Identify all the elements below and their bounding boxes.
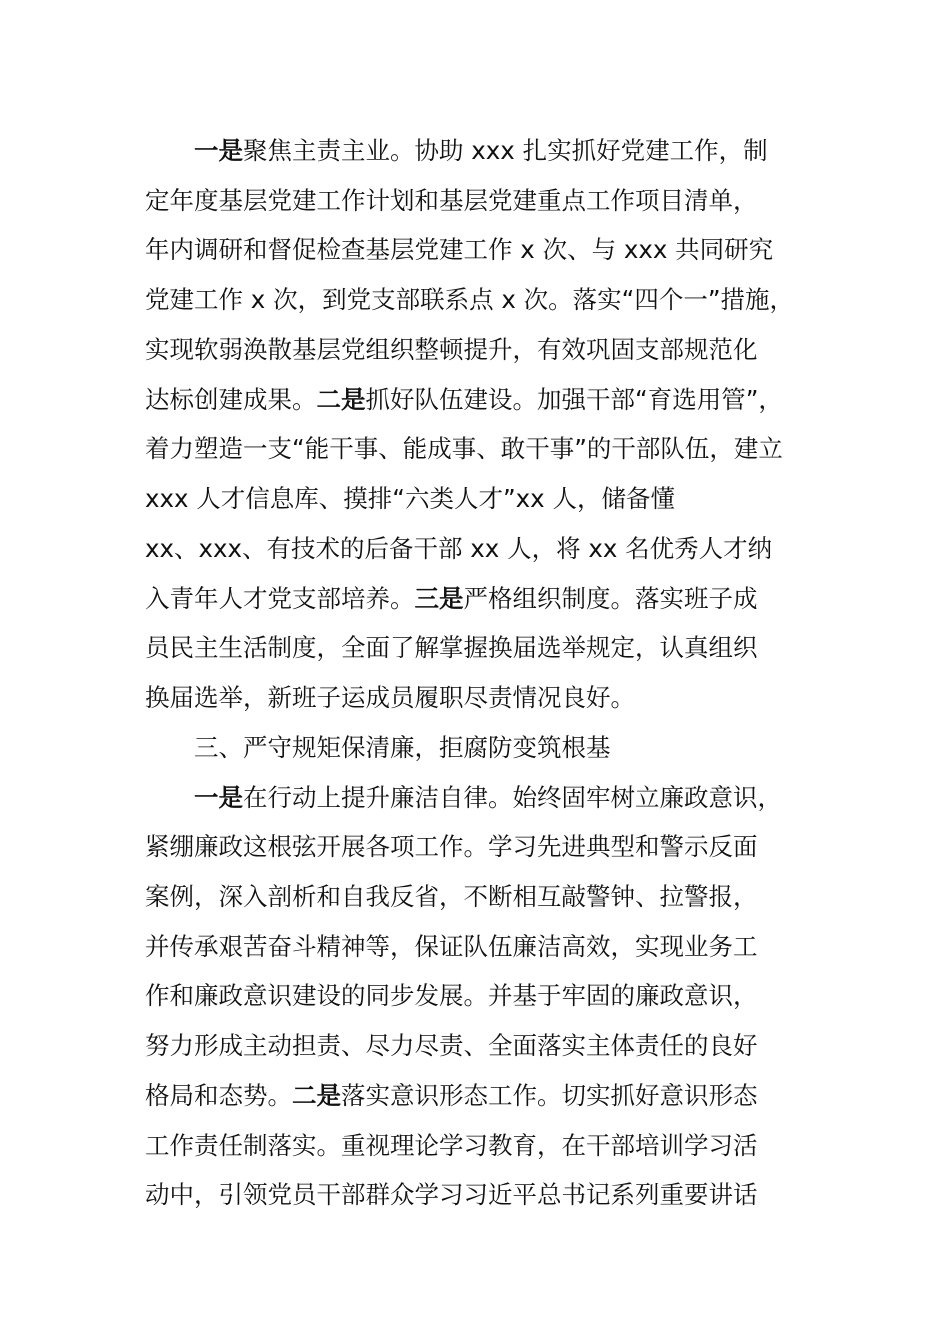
text-segment: 达标创建成果。 <box>145 385 317 414</box>
text-segment: xx、xxx、有技术的后备干部 xx 人，将 xx 名优秀人才纳 <box>145 534 773 563</box>
text-segment: 动中，引领党员干部群众学习习近平总书记系列重要讲话 <box>145 1180 758 1209</box>
section-heading <box>194 726 874 770</box>
text-segment: 入青年人才党支部培养。 <box>145 584 415 613</box>
text-line <box>145 825 825 869</box>
text-line <box>194 776 874 820</box>
text-segment: 定年度基层党建工作计划和基层党建重点工作项目清单， <box>145 186 758 215</box>
text-segment: 落实意识形态工作。切实抓好意识形态 <box>341 1081 758 1110</box>
text-line <box>145 328 825 372</box>
text-line <box>145 925 825 969</box>
text-line <box>145 278 825 322</box>
text-line <box>145 179 825 223</box>
text-segment: 案例，深入剖析和自我反省，不断相互敲警钟、拉警报， <box>145 882 758 911</box>
bold-lead: 二是 <box>292 1081 341 1110</box>
text-segment: 实现软弱涣散基层党组织整顿提升，有效巩固支部规范化 <box>145 335 758 364</box>
text-line <box>145 974 825 1018</box>
text-line <box>145 676 825 720</box>
text-line <box>145 477 825 521</box>
text-line <box>145 626 825 670</box>
text-segment: xxx 人才信息库、摸排“六类人才”xx 人，储备懂 <box>145 484 675 513</box>
text-line <box>145 527 825 571</box>
text-line <box>145 875 825 919</box>
bold-lead: 三是 <box>414 584 464 613</box>
bold-lead: 二是 <box>316 385 366 414</box>
text-segment: 严格组织制度。落实班子成 <box>463 584 758 613</box>
text-line <box>145 1173 825 1217</box>
text-segment: 努力形成主动担责、尽力尽责、全面落实主体责任的良好 <box>145 1031 758 1060</box>
text-segment: 工作责任制落实。重视理论学习教育，在干部培训学习活 <box>145 1131 758 1160</box>
text-segment: 格局和态势。 <box>145 1081 292 1110</box>
text-line <box>145 1024 825 1068</box>
text-segment: 换届选举，新班子运成员履职尽责情况良好。 <box>145 683 635 712</box>
text-segment: 着力塑造一支“能干事、能成事、敢干事”的干部队伍，建立 <box>145 434 783 463</box>
text-segment: 抓好队伍建设。加强干部“育选用管”， <box>365 385 783 414</box>
text-segment: 并传承艰苦奋斗精神等，保证队伍廉洁高效，实现业务工 <box>145 932 758 961</box>
text-segment: 党建工作 x 次，到党支部联系点 x 次。落实“四个一”措施， <box>145 285 795 314</box>
text-line <box>145 1074 825 1118</box>
text-segment: 聚焦主责主业。协助 xxx 扎实抓好党建工作，制 <box>243 136 768 165</box>
text-line <box>145 427 825 471</box>
bold-lead: 一是 <box>194 783 243 812</box>
text-line <box>145 577 825 621</box>
text-segment: 员民主生活制度，全面了解掌握换届选举规定，认真组织 <box>145 633 758 662</box>
text-line <box>194 129 874 173</box>
bold-lead: 一是 <box>194 136 243 165</box>
text-segment: 年内调研和督促检查基层党建工作 x 次、与 xxx 共同研究 <box>145 235 774 264</box>
text-line <box>145 378 825 422</box>
text-line <box>145 1124 825 1168</box>
text-line <box>145 228 825 272</box>
text-segment: 紧绷廉政这根弦开展各项工作。学习先进典型和警示反面 <box>145 832 758 861</box>
text-segment: 在行动上提升廉洁自律。始终固牢树立廉政意识， <box>243 783 782 812</box>
section-heading-text: 三、严守规矩保清廉，拒腐防变筑根基 <box>194 733 611 762</box>
text-segment: 作和廉政意识建设的同步发展。并基于牢固的廉政意识， <box>145 981 758 1010</box>
